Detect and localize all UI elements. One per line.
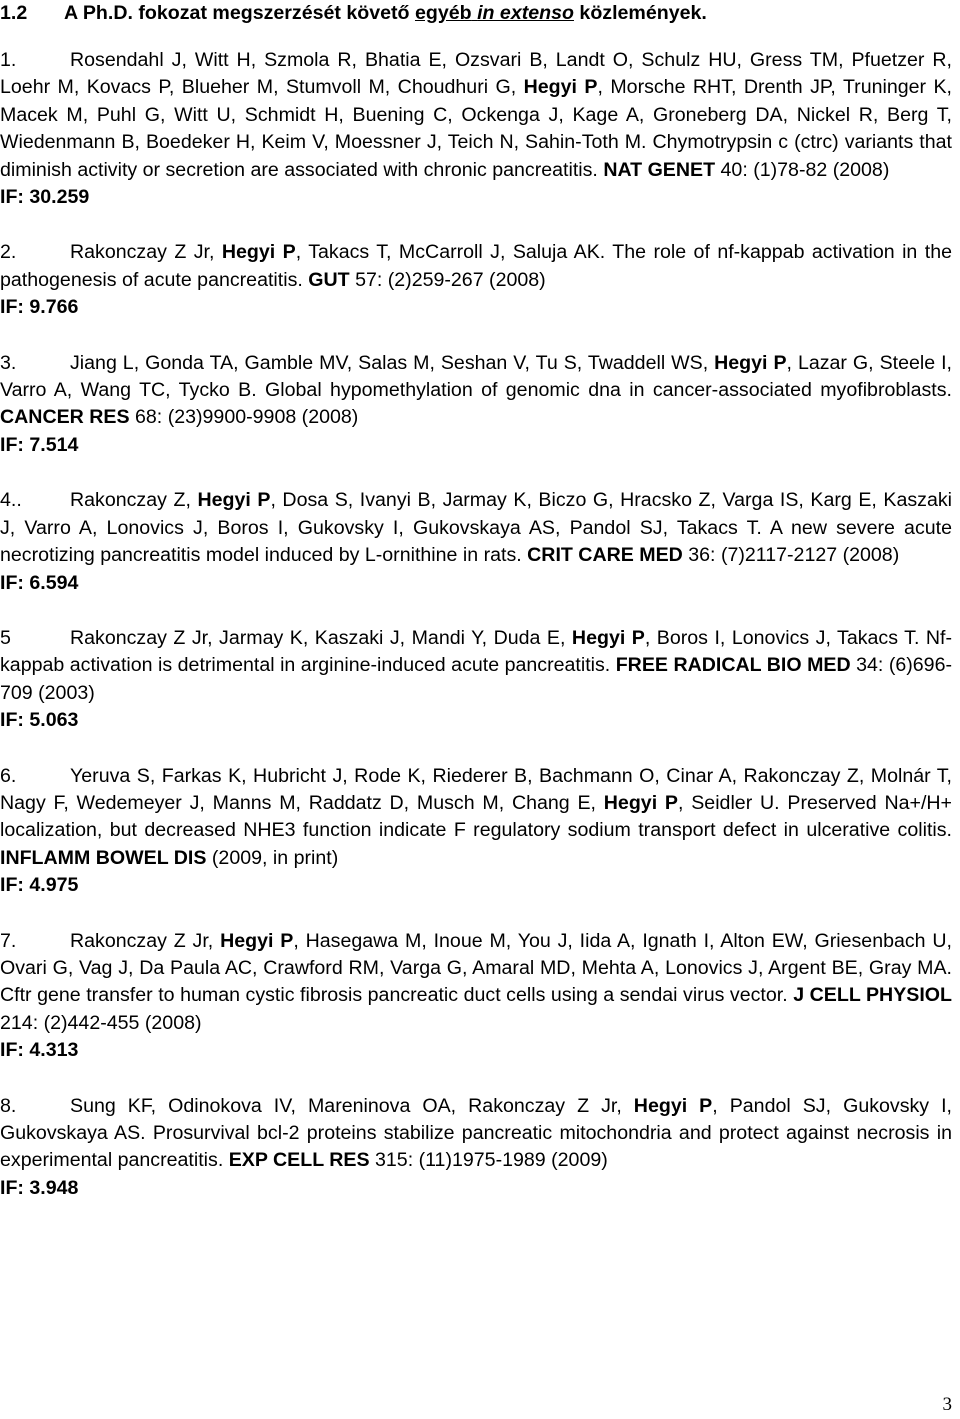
entry-journal: FREE RADICAL BIO MED [615, 654, 851, 677]
entry-authors: Yeruva S, Farkas K, Hubricht J, Rode K, Riederer B, Bachmann O, Cinar A, Rakonczay Z, Molnár T, Nagy F, Wedemeyer J, Manns M, Raddatz D, Musch M, Chang E, [0, 764, 952, 814]
entry-citation: 315: (11)1975-1989 (2009) [369, 1149, 608, 1172]
publication-entry-6 [0, 763, 952, 900]
publication-entry-3 [0, 350, 952, 460]
entry-citation: 34: (6)696-709 (2003) [0, 654, 952, 704]
entry-citation: 40: (1)78-82 (2008) [715, 158, 890, 181]
entry-authors-rest: , Morsche RHT, Drenth JP, Truninger K, Macek M, Puhl G, Witt U, Schmidt H, Buening C, Ockenga J, Kage A, Groneberg DA, Nickel R, Berg T, Wiedenmann B, Boedeker H, Keim V, Moessner J, Teich N, Sahin-Toth M. [0, 76, 953, 154]
page-number: 3 [942, 1394, 952, 1415]
entry-number: 8. [0, 1094, 17, 1117]
entry-journal: CANCER RES [0, 406, 130, 429]
entry-number: 6. [0, 764, 17, 787]
heading-text-before: A Ph.D. fokozat megszerzését követő [64, 2, 415, 24]
entry-title: Preserved Na+/H+ localization, but decreased NHE3 function indicate F regulatory sodium transport defect in ulcerative colitis. [0, 791, 953, 842]
entry-journal: INFLAMM BOWEL DIS [0, 846, 207, 869]
entry-author-highlight: Hegyi P [571, 626, 645, 649]
entry-authors-rest: , Hasegawa M, Inoue M, You J, Iida A, Ignath I, Alton EW, Griesenbach U, Ovari G, Vag J, Da Paula AC, Crawford RM, Varga G, Amaral MD, Mehta A, Lonovics J, Argent BE, Gray MA. [0, 929, 952, 979]
entry-number: 2. [0, 241, 17, 264]
publication-entry-8 [0, 1093, 952, 1203]
entry-citation: (2009, in print) [206, 846, 339, 869]
publication-list [0, 47, 952, 1230]
entry-title: Prosurvival bcl-2 proteins stabilize pancreatic mitochondria and protect against necrosis in experimental pancreatitis. [0, 1122, 952, 1172]
entry-citation: 68: (23)9900-9908 (2008) [129, 406, 359, 429]
entry-authors: Rakonczay Z Jr, [70, 241, 222, 264]
entry-journal: EXP CELL RES [228, 1149, 370, 1172]
entry-authors-rest: , Dosa S, Ivanyi B, Jarmay K, Biczo G, Hracsko Z, Varga IS, Karg E, Kaszaki J, Varro A, Lonovics J, Boros I, Gukovsky I, Gukovskaya AS, Pandol SJ, Takacs T. [0, 489, 953, 539]
entry-authors-rest: , Pandol SJ, Gukovsky I, Gukovskaya AS. [0, 1094, 952, 1144]
entry-authors: Rakonczay Z Jr, [70, 929, 221, 952]
publication-entry-1 [0, 47, 952, 211]
entry-impact-factor: IF: 3.948 [0, 1176, 79, 1199]
entry-authors: Rosendahl J, Witt H, Szmola R, Bhatia E, Ozsvari B, Landt O, Schulz HU, Gress TM, Pfuetzer R, Loehr M, Kovacs P, Blueher M, Stumvoll M, Choudhuri G, [0, 49, 952, 99]
entry-authors-rest: , Takacs T, McCarroll J, Saluja AK. [295, 241, 606, 264]
entry-title: A new severe acute necrotizing pancreatitis model induced by L-ornithine in rats. [0, 516, 952, 567]
entry-impact-factor: IF: 4.975 [0, 874, 79, 897]
entry-impact-factor: IF: 7.514 [0, 433, 79, 456]
entry-citation: 214: (2)442-455 (2008) [0, 1011, 202, 1034]
entry-citation: 36: (7)2117-2127 (2008) [682, 544, 900, 567]
entry-author-highlight: Hegyi P [523, 76, 598, 99]
entry-journal: GUT [308, 268, 350, 291]
entry-authors-rest: , Boros I, Lonovics J, Takacs T. [644, 626, 920, 649]
entry-impact-factor: IF: 5.063 [0, 709, 79, 732]
entry-journal: CRIT CARE MED [527, 544, 683, 567]
section-number: 1.2 [0, 2, 28, 24]
entry-title: Global hypomethylation of genomic dna in cancer-associated myofibroblasts. [256, 379, 952, 402]
entry-impact-factor: IF: 9.766 [0, 296, 79, 319]
entry-authors-rest: , Lazar G, Steele I, Varro A, Wang TC, Tycko B. [0, 351, 952, 402]
section-heading [0, 0, 960, 27]
entry-citation: 57: (2)259-267 (2008) [349, 268, 546, 291]
entry-impact-factor: IF: 4.313 [0, 1039, 79, 1062]
entry-authors: Rakonczay Z, [70, 489, 198, 512]
entry-authors: Jiang L, Gonda TA, Gamble MV, Salas M, Seshan V, Tu S, Twaddell WS, [70, 351, 715, 374]
entry-title: Chymotrypsin c (ctrc) variants that diminish activity or secretion are associated with chronic pancreatitis. [0, 131, 952, 181]
entry-journal: NAT GENET [603, 158, 716, 181]
entry-journal: J CELL PHYSIOL [793, 984, 952, 1007]
entry-authors: Sung KF, Odinokova IV, Mareninova OA, Rakonczay Z Jr, [70, 1094, 634, 1117]
entry-number: 4.. [0, 489, 22, 512]
entry-number: 1. [0, 49, 17, 71]
entry-authors: Rakonczay Z Jr, Jarmay K, Kaszaki J, Mandi Y, Duda E, [70, 626, 572, 649]
heading-text-after: közlemények. [573, 2, 707, 24]
entry-title: Nf-kappab activation is detrimental in arginine-induced acute pancreatitis. [0, 626, 952, 677]
publication-entry-2 [0, 239, 952, 321]
heading-underlined-word: egyéb [414, 2, 472, 24]
entry-impact-factor: IF: 6.594 [0, 571, 79, 594]
entry-number: 7. [0, 929, 17, 952]
entry-impact-factor: IF: 30.259 [0, 186, 90, 209]
publication-entry-4 [0, 487, 952, 597]
entry-author-highlight: Hegyi P [633, 1094, 713, 1117]
entry-number: 5 [0, 626, 11, 649]
entry-title: Cftr gene transfer to human cystic fibrosis pancreatic duct cells using a sendai virus vector. [0, 984, 794, 1007]
heading-italic-phrase: in extenso [477, 2, 574, 24]
entry-author-highlight: Hegyi P [714, 351, 787, 374]
entry-title: The role of nf-kappab activation in the pathogenesis of acute pancreatitis. [0, 241, 952, 291]
entry-author-highlight: Hegyi P [220, 929, 294, 952]
entry-author-highlight: Hegyi P [603, 791, 678, 814]
entry-author-highlight: Hegyi P [197, 489, 271, 512]
entry-number: 3. [0, 351, 17, 374]
publication-entry-5 [0, 625, 952, 735]
entry-authors-rest: , Seidler U. [678, 791, 780, 814]
publication-entry-7 [0, 928, 952, 1065]
entry-author-highlight: Hegyi P [221, 241, 296, 264]
